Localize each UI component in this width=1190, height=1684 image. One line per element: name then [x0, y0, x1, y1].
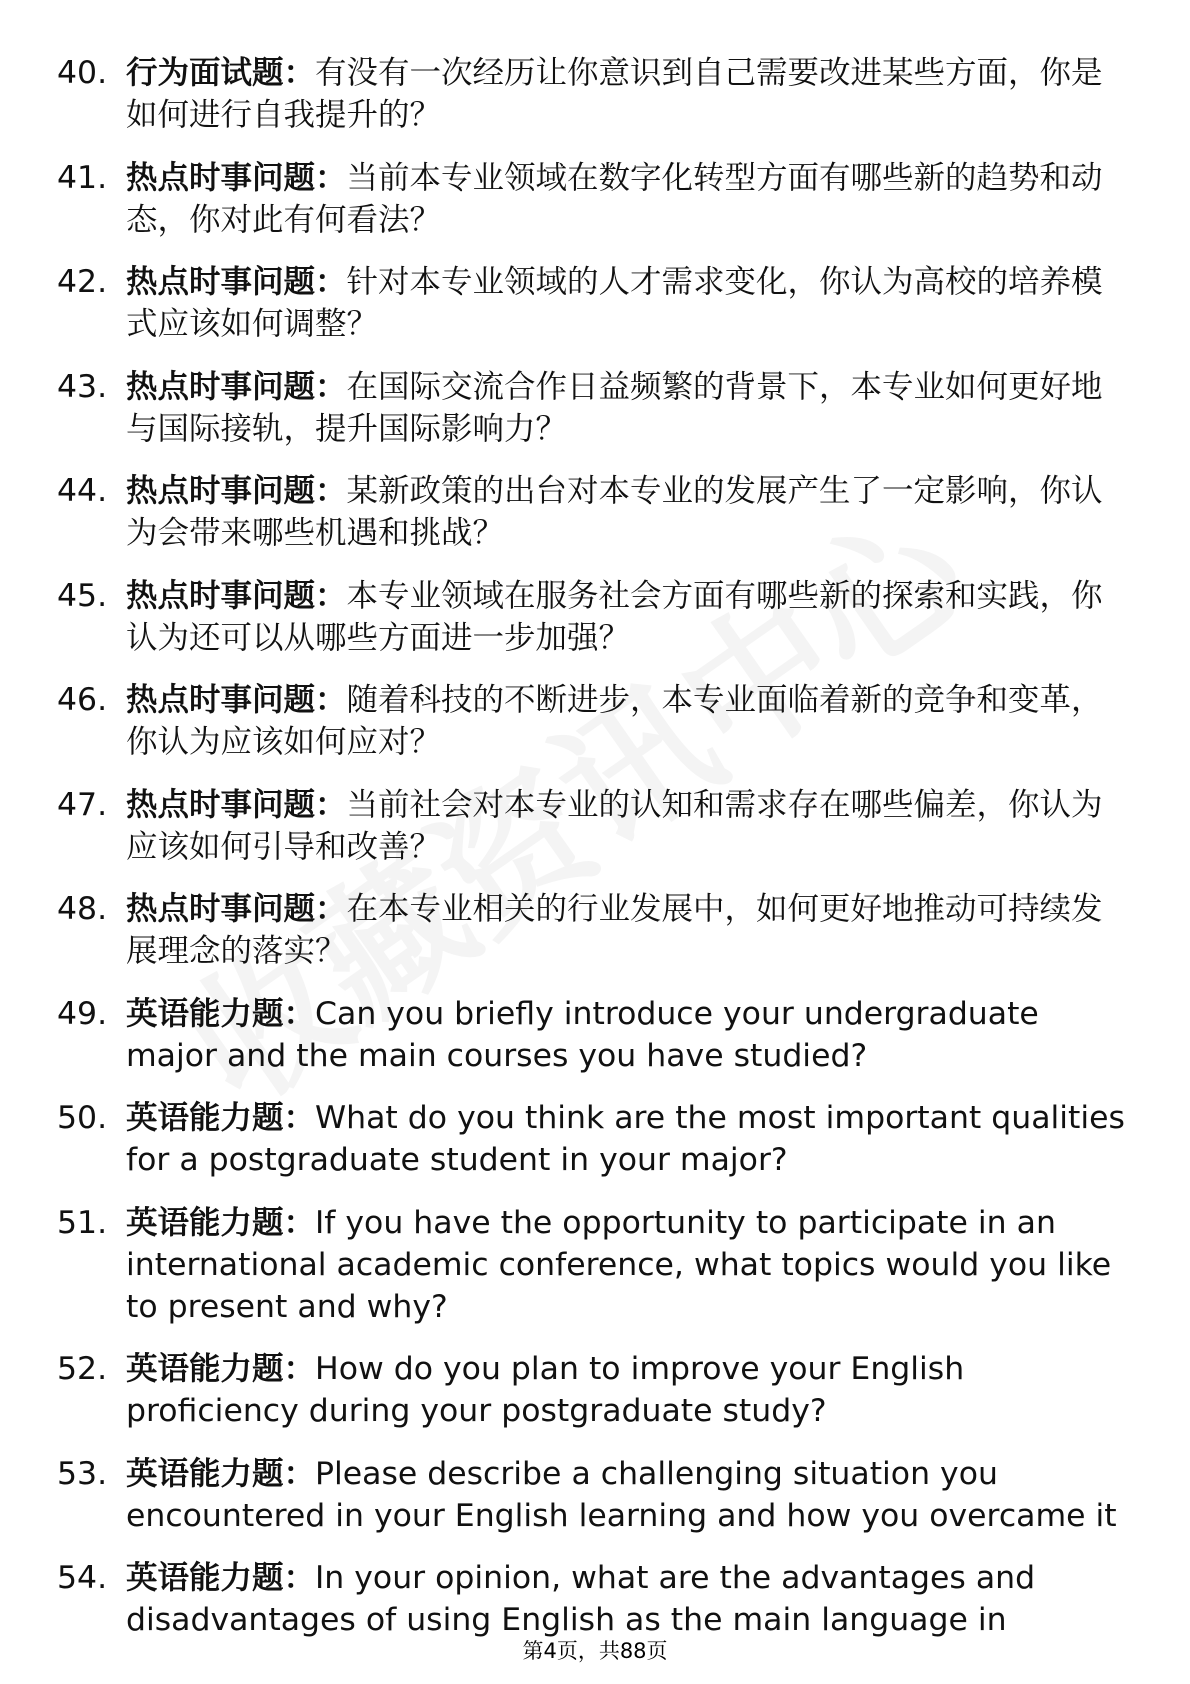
question-item: [0, 1557, 1190, 1641]
question-text: 随着科技的不断进步，本专业面临着新的竞争和变革，你认为应该如何应对？: [126, 682, 1103, 760]
question-category: 热点时事问题：: [126, 368, 347, 405]
question-item: [0, 1202, 1190, 1328]
question-category: 英语能力题：: [126, 1560, 316, 1596]
question-category: 热点时事问题：: [126, 159, 347, 196]
question-category: 英语能力题：: [126, 1351, 316, 1387]
question-category: 热点时事问题：: [126, 682, 347, 718]
question-number: 43.: [57, 368, 108, 405]
question-item: [0, 1348, 1190, 1432]
question-text: 针对本专业领域的人才需求变化，你认为高校的培养模式应该如何调整？: [126, 264, 1103, 342]
question-text: If you have the opportunity to participate in an international academic conference, what topics would you like to present and why?: [126, 1204, 1112, 1325]
question-item: [0, 261, 1190, 345]
question-number: 40.: [57, 55, 108, 91]
question-category: 热点时事问题：: [126, 264, 347, 300]
question-list: [0, 52, 1190, 1662]
question-category: 热点时事问题：: [126, 891, 347, 927]
page-footer: 第4页，共88页: [522, 1639, 668, 1663]
question-item: [0, 888, 1190, 972]
question-text: 本专业领域在服务社会方面有哪些新的探索和实践，你认为还可以从哪些方面进一步加强？: [126, 577, 1103, 656]
question-text: Please describe a challenging situation you encountered in your English learning and how you overcame it: [126, 1455, 1117, 1534]
question-number: 53.: [57, 1455, 108, 1492]
question-item: [0, 1453, 1190, 1537]
question-item: [0, 679, 1190, 763]
question-number: 48.: [57, 891, 108, 927]
question-category: 热点时事问题：: [126, 786, 347, 823]
question-text: Can you briefly introduce your undergraduate major and the main courses you have studied?: [126, 995, 1039, 1074]
question-item: [0, 1097, 1190, 1181]
question-item: [0, 575, 1190, 659]
question-item: [0, 52, 1190, 136]
question-category: 英语能力题：: [126, 1204, 316, 1241]
question-category: 热点时事问题：: [126, 473, 347, 509]
question-number: 50.: [57, 1100, 108, 1136]
question-number: 51.: [57, 1204, 108, 1241]
question-category: 英语能力题：: [126, 1100, 316, 1136]
question-text: 有没有一次经历让你意识到自己需要改进某些方面，你是如何进行自我提升的？: [126, 55, 1103, 133]
question-item: [0, 366, 1190, 450]
question-text: 在国际交流合作日益频繁的背景下，本专业如何更好地与国际接轨，提升国际影响力？: [126, 368, 1103, 447]
question-category: 行为面试题：: [126, 55, 316, 91]
question-item: [0, 784, 1190, 868]
question-text: 当前本专业领域在数字化转型方面有哪些新的趋势和动态，你对此有何看法？: [126, 159, 1103, 238]
question-text: 当前社会对本专业的认知和需求存在哪些偏差，你认为应该如何引导和改善？: [126, 786, 1103, 865]
question-text: 某新政策的出台对本专业的发展产生了一定影响，你认为会带来哪些机遇和挑战？: [126, 473, 1103, 551]
question-number: 45.: [57, 577, 108, 614]
question-number: 41.: [57, 159, 108, 196]
question-number: 52.: [57, 1351, 108, 1387]
question-item: [0, 993, 1190, 1077]
question-text: 在本专业相关的行业发展中，如何更好地推动可持续发展理念的落实？: [126, 891, 1103, 969]
question-number: 46.: [57, 682, 108, 718]
question-item: [0, 157, 1190, 241]
question-category: 英语能力题：: [126, 1455, 316, 1492]
question-item: [0, 470, 1190, 554]
question-number: 44.: [57, 473, 108, 509]
question-category: 热点时事问题：: [126, 577, 347, 614]
question-text: What do you think are the most important qualities for a postgraduate student in your major?: [126, 1100, 1125, 1178]
question-text: In your opinion, what are the advantages and disadvantages of using English as the main language in: [126, 1560, 1036, 1638]
question-number: 54.: [57, 1560, 108, 1596]
question-text: How do you plan to improve your English proficiency during your postgraduate study?: [126, 1351, 965, 1429]
question-number: 42.: [57, 264, 108, 300]
question-category: 英语能力题：: [126, 995, 316, 1032]
question-number: 49.: [57, 995, 108, 1032]
question-number: 47.: [57, 786, 108, 823]
